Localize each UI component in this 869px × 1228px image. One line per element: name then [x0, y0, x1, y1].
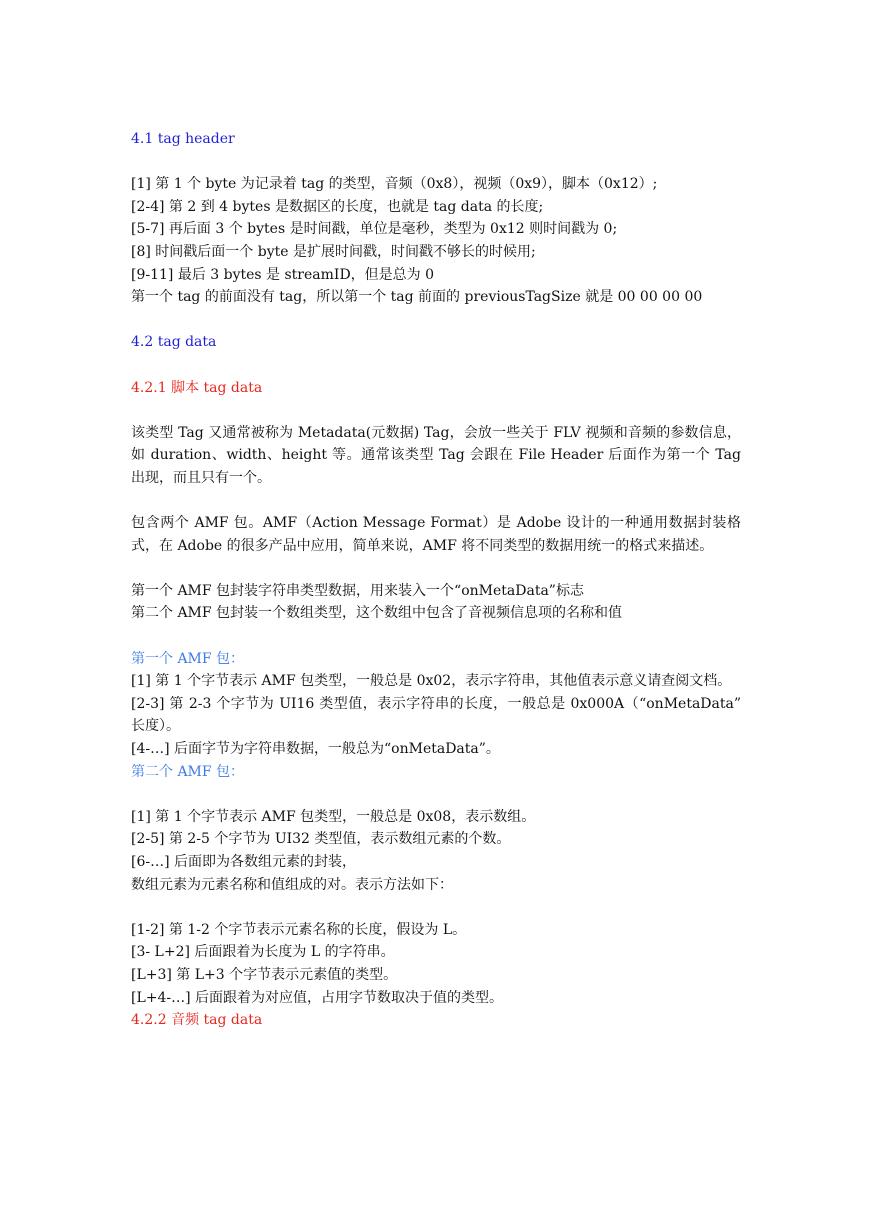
element-line-1: [1-2] 第 1-2 个字节表示元素名称的长度，假设为 L。: [131, 921, 467, 938]
spacer: [131, 354, 741, 377]
section-heading-4-2: 4.2 tag data: [131, 334, 217, 351]
first-amf-line-2: [2-3] 第 2-3 个字节为 UI16 类型值，表示字符串的长度，一般总是 0x000A（“onMetaData” 长度）。: [131, 695, 741, 735]
spacer: [131, 309, 741, 332]
section-heading-4-2-2: 4.2.2 音频 tag data: [131, 1012, 263, 1029]
spacer: [131, 783, 741, 806]
header-line-1: [1] 第 1 个 byte 为记录着 tag 的类型，音频（0x8），视频（0x9），脚本（0x12）;: [131, 176, 658, 193]
header-line-6: 第一个 tag 的前面没有 tag，所以第一个 tag 前面的 previousTagSize 就是 00 00 00 00: [131, 289, 703, 306]
element-line-4: [L+4-…] 后面跟着为对应值，占用字节数取决于值的类型。: [131, 989, 504, 1006]
section-heading-4-1: 4.1 tag header: [131, 131, 235, 147]
second-amf-line-1: [1] 第 1 个字节表示 AMF 包类型，一般总是 0x08，表示数组。: [131, 808, 536, 825]
element-line-2: [3- L+2] 后面跟着为长度为 L 的字符串。: [131, 944, 395, 961]
spacer: [131, 557, 741, 580]
amf-intro-line-2: 第二个 AMF 包封装一个数组类型，这个数组中包含了音视频信息项的名称和值: [131, 605, 623, 622]
spacer: [131, 151, 741, 174]
second-amf-line-2: [2-5] 第 2-5 个字节为 UI32 类型值，表示数组元素的个数。: [131, 831, 511, 848]
header-line-3: [5-7] 再后面 3 个 bytes 是时间戳，单位是毫秒，类型为 0x12 则时间戳为 0;: [131, 221, 618, 238]
second-amf-line-3: [6-…] 后面即为各数组元素的封装，: [131, 854, 357, 870]
document-page: [131, 128, 741, 1032]
second-amf-title: 第二个 AMF 包：: [131, 763, 245, 780]
spacer: [131, 490, 741, 513]
first-amf-line-1: [1] 第 1 个字节表示 AMF 包类型，一般总是 0x02，表示字符串，其他值表示意义请查阅文档。: [131, 673, 732, 690]
spacer: [131, 625, 741, 648]
first-amf-title: 第一个 AMF 包：: [131, 650, 245, 667]
header-line-5: [9-11] 最后 3 bytes 是 streamID，但是总为 0: [131, 266, 435, 283]
first-amf-line-3: [4-…] 后面字节为字符串数据，一般总为“onMetaData”。: [131, 741, 500, 758]
section-heading-4-2-1: 4.2.1 脚本 tag data: [131, 379, 263, 396]
paragraph-amf: 包含两个 AMF 包。AMF（Action Message Format）是 Adobe 设计的一种通用数据封装格式，在 Adobe 的很多产品中应用，简单来说，AMF 将不同类型的数据用统一的格式来描述。: [131, 515, 741, 554]
paragraph-script-tag: 该类型 Tag 又通常被称为 Metadata(元数据) Tag，会放一些关于 FLV 视频和音频的参数信息，如 duration、width、height 等。通常该类型 Tag 会跟在 File Header 后面作为第一个 Tag 出现，而且只有一个。: [131, 424, 741, 486]
element-line-3: [L+3] 第 L+3 个字节表示元素值的类型。: [131, 966, 398, 983]
amf-intro-line-1: 第一个 AMF 包封装字符串类型数据，用来装入一个“onMetaData”标志: [131, 582, 584, 599]
spacer: [131, 399, 741, 422]
second-amf-line-4: 数组元素为元素名称和值组成的对。表示方法如下：: [131, 876, 453, 893]
spacer: [131, 896, 741, 919]
header-line-4: [8] 时间戳后面一个 byte 是扩展时间戳，时间戳不够长的时候用;: [131, 243, 536, 260]
header-line-2: [2-4] 第 2 到 4 bytes 是数据区的长度，也就是 tag data 的长度;: [131, 198, 544, 215]
